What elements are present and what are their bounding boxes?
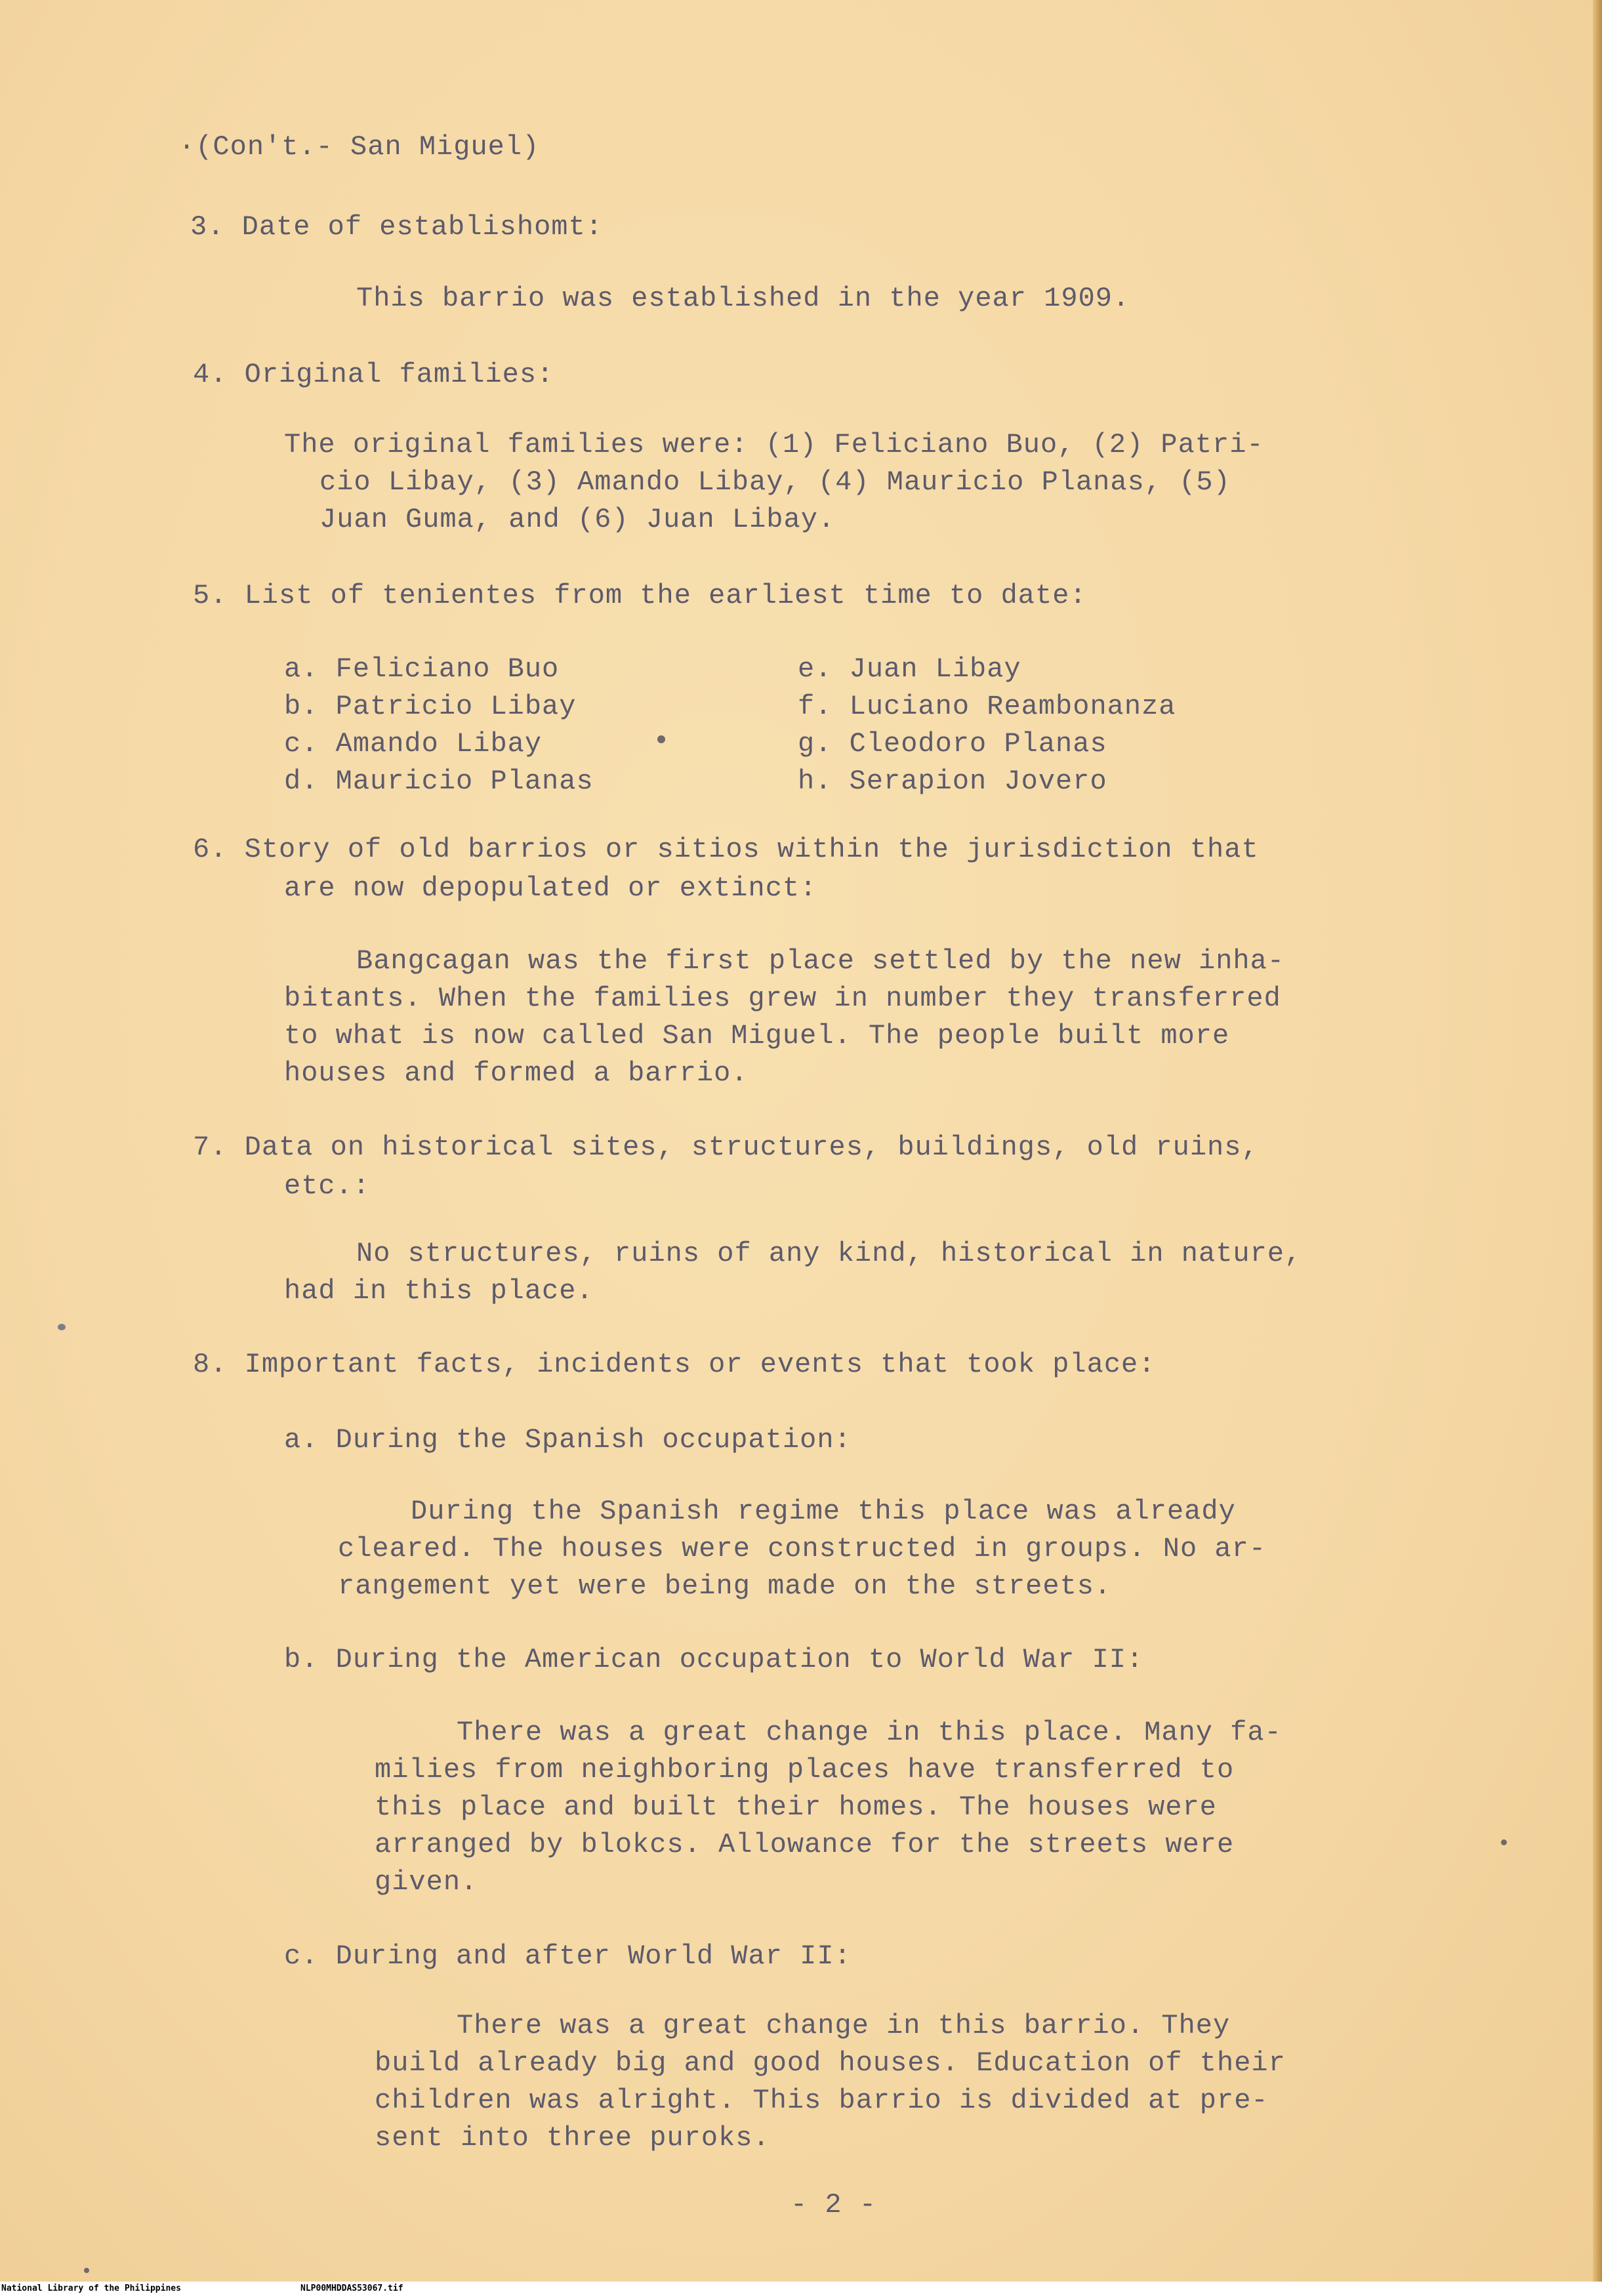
section-4-line: cio Libay, (3) Amando Libay, (4) Mauricio Planas, (5)	[319, 466, 1231, 498]
section-8c-line: build already big and good houses. Education of their	[375, 2047, 1286, 2079]
section-7-line: had in this place.	[284, 1275, 594, 1307]
section-8c-line: There was a great change in this barrio. They	[457, 2010, 1231, 2041]
section-5-heading: 5. List of tenientes from the earliest time to date:	[193, 580, 1087, 611]
section-4-heading: 4. Original families:	[193, 359, 554, 390]
footer-file: NLP00MHDDAS53067.tif	[300, 2284, 403, 2293]
ink-dot	[84, 2268, 89, 2273]
page-number: - 2 -	[791, 2189, 877, 2221]
ink-dot	[1501, 1839, 1507, 1845]
section-4-line: Juan Guma, and (6) Juan Libay.	[319, 504, 836, 535]
teniente-item: b. Patricio Libay	[284, 691, 577, 722]
section-6-heading: are now depopulated or extinct:	[284, 872, 817, 904]
section-7-heading: 7. Data on historical sites, structures, buildings, old ruins,	[193, 1132, 1259, 1163]
page-header: ·(Con't.- San Miguel)	[178, 131, 540, 163]
section-4-line: The original families were: (1) Feliciano Buo, (2) Patri-	[284, 429, 1264, 461]
section-7-heading: etc.:	[284, 1170, 371, 1202]
section-7-line: No structures, ruins of any kind, historical in nature,	[356, 1238, 1302, 1269]
section-8c-heading: c. During and after World War II:	[284, 1940, 852, 1972]
teniente-item: h. Serapion Jovero	[798, 766, 1107, 797]
section-8b-line: There was a great change in this place. Many fa-	[457, 1717, 1282, 1748]
section-8c-line: sent into three puroks.	[375, 2122, 770, 2154]
section-6-line: Bangcagan was the first place settled by the new inha-	[356, 945, 1285, 977]
ink-dot	[58, 1324, 66, 1330]
teniente-item: c. Amando Libay	[284, 728, 543, 760]
section-6-heading: 6. Story of old barrios or sitios within the jurisdiction that	[193, 834, 1259, 865]
teniente-item: a. Feliciano Buo	[284, 653, 560, 685]
footer-library: National Library of the Philippines	[1, 2284, 181, 2293]
section-8b-line: milies from neighboring places have transferred to	[375, 1754, 1235, 1786]
teniente-item: g. Cleodoro Planas	[798, 728, 1107, 760]
section-3-heading: 3. Date of establishomt:	[190, 211, 603, 243]
section-8b-line: given.	[375, 1866, 478, 1898]
section-8b-line: this place and built their homes. The houses were	[375, 1792, 1218, 1823]
section-8a-line: During the Spanish regime this place was already	[411, 1496, 1236, 1527]
section-8a-heading: a. During the Spanish occupation:	[284, 1424, 852, 1456]
section-6-line: houses and formed a barrio.	[284, 1057, 749, 1089]
section-8a-line: cleared. The houses were constructed in groups. No ar-	[338, 1533, 1267, 1565]
section-8-heading: 8. Important facts, incidents or events that took place:	[193, 1349, 1156, 1380]
teniente-item: f. Luciano Reambonanza	[798, 691, 1176, 722]
page-edge	[1593, 0, 1602, 2296]
teniente-item: d. Mauricio Planas	[284, 766, 594, 797]
section-6-line: bitants. When the families grew in number they transferred	[284, 983, 1281, 1014]
ink-dot	[657, 735, 665, 743]
teniente-item: e. Juan Libay	[798, 653, 1021, 685]
section-3-body: This barrio was established in the year 1909.	[356, 283, 1130, 314]
section-8b-line: arranged by blokcs. Allowance for the streets were	[375, 1829, 1235, 1860]
section-8b-heading: b. During the American occupation to World War II:	[284, 1644, 1144, 1675]
section-6-line: to what is now called San Miguel. The people built more	[284, 1020, 1230, 1052]
section-8c-line: children was alright. This barrio is divided at pre-	[375, 2085, 1269, 2116]
section-8a-line: rangement yet were being made on the streets.	[338, 1570, 1112, 1602]
scan-footer	[0, 2282, 1602, 2296]
